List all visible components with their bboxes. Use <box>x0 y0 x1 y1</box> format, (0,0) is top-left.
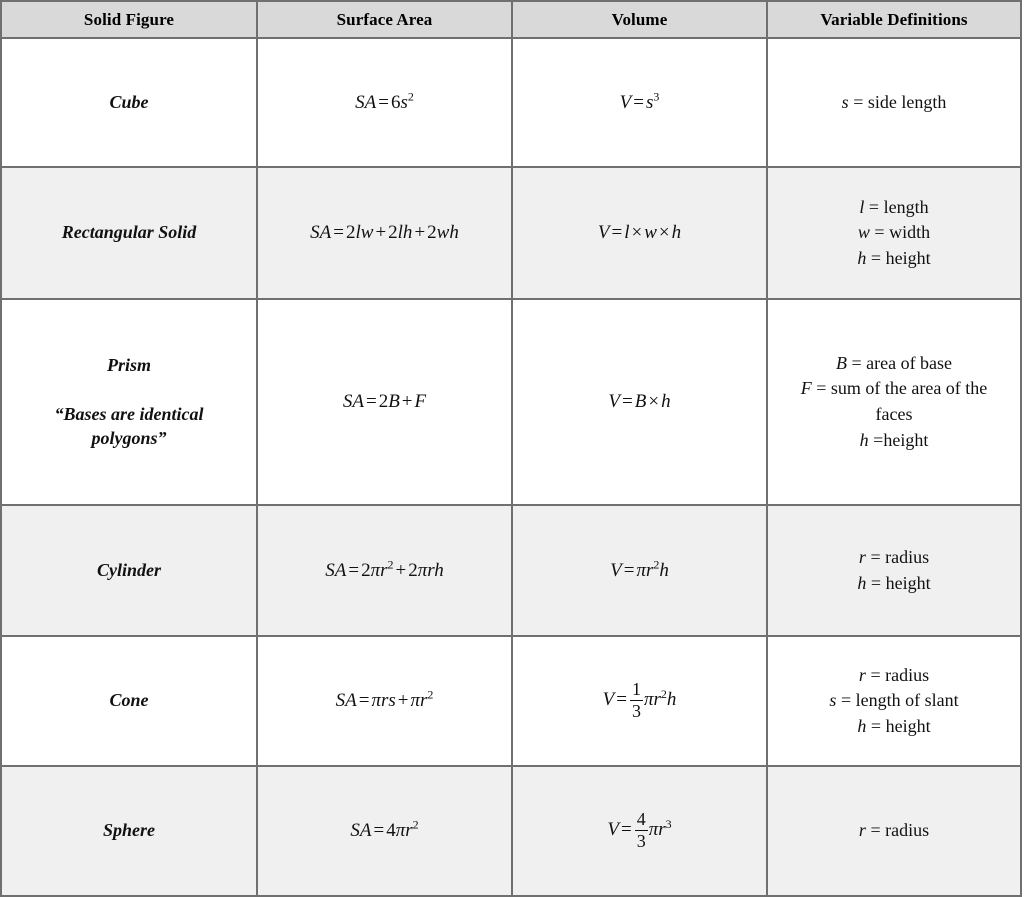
volume-formula: V = $\frac{1}{3}$ $\pi r^2h$ <box>602 679 677 721</box>
column-header-solid-figure: Solid Figure <box>1 1 257 38</box>
variable-text: = height <box>870 715 931 736</box>
variable-symbol: h <box>859 429 869 450</box>
table-row <box>1 38 1021 167</box>
figure-label: Cube <box>109 91 149 112</box>
cell-surface-area-cone <box>257 636 512 766</box>
variable-symbol: s <box>841 91 849 112</box>
surface-area-formula: SA = 2B + F <box>342 391 427 412</box>
figure-label: Cone <box>109 690 149 711</box>
variable-definition-row <box>784 195 1004 221</box>
cell-surface-area-cylinder <box>257 505 512 636</box>
variable-text: = height <box>870 247 931 268</box>
cell-volume-rectangular-solid <box>512 167 767 299</box>
variable-text: = side length <box>853 91 947 112</box>
variable-text: = area of base <box>851 352 953 373</box>
cell-volume-cube <box>512 38 767 167</box>
surface-area-formula: SA = 2lw + 2lh + 2wh <box>310 222 459 243</box>
volume-formula: V = $\frac{4}{3}$ $\pi r^3$ <box>607 809 672 851</box>
figure-note: “Bases are identical polygons” <box>54 404 204 448</box>
variable-symbol: l <box>859 196 865 217</box>
variable-definitions <box>774 351 1014 453</box>
volume-formula: $V = s^3$ <box>619 89 660 113</box>
cell-variables-cylinder <box>767 505 1021 636</box>
variable-definitions <box>774 90 1014 116</box>
variable-symbol: B <box>835 352 847 373</box>
cell-figure-rectangular-solid <box>1 167 257 299</box>
cell-volume-cylinder <box>512 505 767 636</box>
variable-definition-row <box>784 90 1004 116</box>
volume-formula: V = l × w × h <box>597 222 682 243</box>
variable-definition-row <box>784 663 1004 689</box>
figure-label: Cylinder <box>96 559 161 580</box>
variable-definition-row <box>784 351 1004 377</box>
variable-symbol: h <box>857 247 867 268</box>
cell-variables-rectangular-solid <box>767 167 1021 299</box>
variable-definition-row <box>784 571 1004 597</box>
variable-symbol: h <box>857 715 867 736</box>
variable-definitions <box>774 663 1014 740</box>
table-row <box>1 167 1021 299</box>
variable-definition-row <box>784 545 1004 571</box>
cell-surface-area-rectangular-solid <box>257 167 512 299</box>
fraction-one-third <box>630 680 643 720</box>
table-row <box>1 766 1021 896</box>
header-row <box>1 1 1021 38</box>
variable-definitions <box>774 545 1014 596</box>
cell-volume-sphere <box>512 766 767 896</box>
variable-text: = length <box>868 196 929 217</box>
variable-text: = radius <box>870 820 930 841</box>
surface-area-formula: SA = $6s^2$ <box>355 89 414 113</box>
cell-volume-prism <box>512 299 767 505</box>
table-row <box>1 636 1021 766</box>
cell-surface-area-sphere <box>257 766 512 896</box>
variable-symbol: r <box>858 820 866 841</box>
cell-figure-cylinder <box>1 505 257 636</box>
cell-figure-sphere <box>1 766 257 896</box>
column-header-surface-area: Surface Area <box>257 1 512 38</box>
variable-text: = length of slant <box>840 690 959 711</box>
column-header-volume: Volume <box>512 1 767 38</box>
table-header <box>1 1 1021 38</box>
figure-label: Rectangular Solid <box>61 222 197 243</box>
volume-formula: $V = \pi r^2h$ <box>610 557 669 581</box>
cell-figure-cube <box>1 38 257 167</box>
fraction-four-thirds <box>635 810 648 850</box>
table-body <box>1 38 1021 896</box>
cell-surface-area-prism <box>257 299 512 505</box>
variable-symbol: w <box>857 222 870 243</box>
surface-area-formula: SA = $4\pi r^2$ <box>350 817 419 841</box>
cell-surface-area-cube <box>257 38 512 167</box>
variable-text: = sum of the area of the faces <box>816 378 988 424</box>
variable-definition-row <box>784 376 1004 427</box>
variable-definition-row <box>784 688 1004 714</box>
variable-symbol: r <box>858 546 866 567</box>
cell-volume-cone <box>512 636 767 766</box>
cell-variables-cube <box>767 38 1021 167</box>
variable-symbol: h <box>857 572 867 593</box>
fraction-numerator: 1 <box>631 679 641 700</box>
volume-formula: V = B × h <box>608 391 671 412</box>
fraction-denominator: 3 <box>631 700 641 721</box>
figure-label: Sphere <box>102 820 155 841</box>
variable-symbol: F <box>800 378 812 399</box>
variable-text: = radius <box>870 664 930 685</box>
surface-area-formula: SA = $2\pi r^2 + 2\pi rh$ <box>325 557 444 581</box>
variable-symbol: s <box>829 690 837 711</box>
cell-variables-prism <box>767 299 1021 505</box>
table-row <box>1 299 1021 505</box>
variable-definition-row <box>784 428 1004 454</box>
cell-figure-prism <box>1 299 257 505</box>
variable-definition-row <box>784 220 1004 246</box>
variable-text: =height <box>873 429 929 450</box>
table-row <box>1 505 1021 636</box>
fraction-numerator: 4 <box>636 809 646 830</box>
variable-text: = width <box>874 222 931 243</box>
variable-definition-row <box>784 246 1004 272</box>
variable-definition-row <box>784 714 1004 740</box>
variable-definition-row <box>784 818 1004 844</box>
variable-symbol: r <box>858 664 866 685</box>
variable-text: = height <box>870 572 931 593</box>
cell-variables-sphere <box>767 766 1021 896</box>
column-header-variable-definitions: Variable Definitions <box>767 1 1021 38</box>
cell-figure-cone <box>1 636 257 766</box>
variable-text: = radius <box>870 546 930 567</box>
variable-definitions <box>774 818 1014 844</box>
surface-area-formula: SA = $\pi rs + \pi r^2$ <box>335 687 434 711</box>
fraction-denominator: 3 <box>636 830 646 851</box>
variable-definitions <box>774 195 1014 272</box>
cell-variables-cone <box>767 636 1021 766</box>
figure-label: Prism <box>106 355 151 376</box>
